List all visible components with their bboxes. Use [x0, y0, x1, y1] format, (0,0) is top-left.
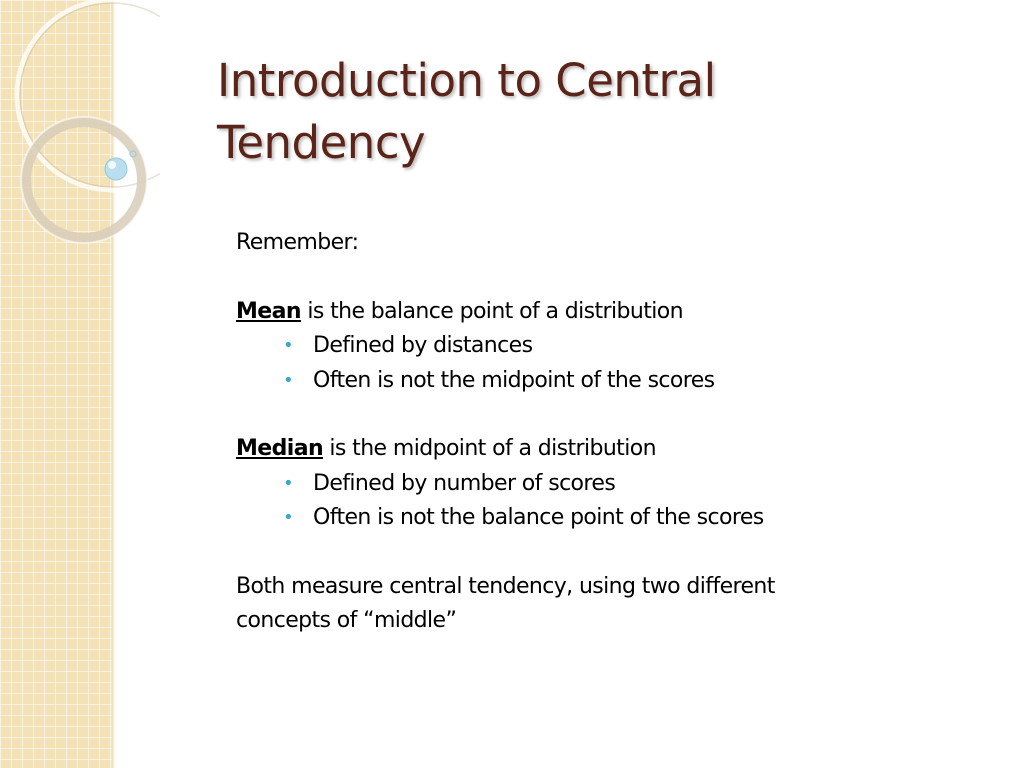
- median-bullet-1: [236, 467, 936, 501]
- mean-bullet-2: [236, 364, 936, 398]
- mean-line: [236, 295, 936, 329]
- slide-title: Introduction to Central Tendency: [217, 54, 716, 169]
- median-line: [236, 432, 936, 466]
- conclusion-line-1: Both measure central tendency, using two different: [236, 573, 775, 599]
- bullet-icon: •: [283, 335, 294, 357]
- median-term: Median: [236, 436, 324, 462]
- spacer: [236, 398, 936, 432]
- bullet-icon: •: [283, 369, 294, 391]
- median-bullet-2: [236, 501, 936, 535]
- bullet-icon: •: [283, 507, 294, 529]
- spacer: [236, 536, 936, 570]
- small-hollow-dot: [130, 151, 136, 157]
- decorative-side-panel: [0, 0, 113, 768]
- conclusion-line-2: concepts of “middle”: [236, 608, 457, 634]
- bullet-text: Often is not the balance point of the scores: [313, 505, 764, 531]
- bullet-text: Defined by distances: [313, 333, 533, 359]
- side-panel-edge: [112, 0, 115, 768]
- bullet-icon: •: [283, 472, 294, 494]
- slide-body: [236, 226, 936, 639]
- mean-term: Mean: [236, 298, 301, 324]
- bullet-text: Defined by number of scores: [313, 470, 616, 496]
- intro-line: Remember:: [236, 230, 359, 255]
- bullet-text: Often is not the midpoint of the scores: [313, 367, 715, 393]
- mean-bullet-1: [236, 329, 936, 363]
- spacer: [236, 260, 936, 294]
- mean-text: is the balance point of a distribution: [300, 298, 683, 324]
- median-text: is the midpoint of a distribution: [323, 436, 656, 462]
